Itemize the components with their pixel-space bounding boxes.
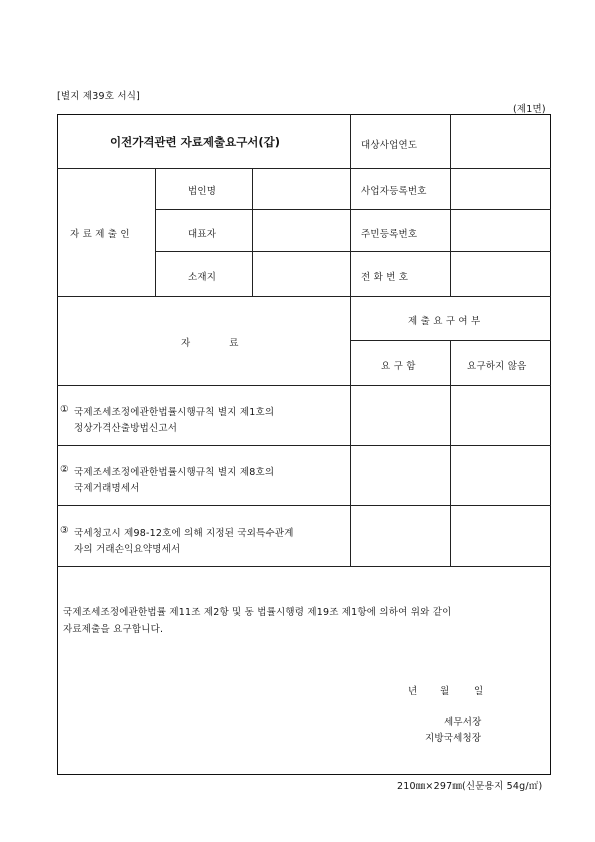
item-3-no-request-cell[interactable] xyxy=(452,507,549,565)
item-line: 국제조세조정에관한법률시행규칙 별지 제8호의 xyxy=(74,467,275,478)
date-day-label: 일 xyxy=(474,686,484,697)
target-year-field[interactable] xyxy=(452,116,549,167)
divider xyxy=(57,566,551,567)
resident-reg-label: 주민등록번호 xyxy=(361,229,418,240)
submitter-group-label: 자 료 제 출 인 xyxy=(70,229,130,240)
representative-label: 대표자 xyxy=(188,229,217,240)
address-label: 소재지 xyxy=(188,272,217,283)
request-yes-header: 요 구 함 xyxy=(381,361,416,372)
regional-tax-office-label: 지방국세청장 xyxy=(425,733,482,744)
divider xyxy=(450,340,451,566)
divider xyxy=(155,168,156,296)
item-line: 국제조세조정에관한법률시행규칙 별지 제1호의 xyxy=(74,407,275,418)
item-1-no-request-cell[interactable] xyxy=(452,387,549,444)
phone-label: 전 화 번 호 xyxy=(361,272,409,283)
item-number: ③ xyxy=(60,525,69,536)
representative-field[interactable] xyxy=(254,211,349,250)
divider xyxy=(350,114,351,566)
date-month-label: 월 xyxy=(440,686,450,697)
divider xyxy=(57,385,551,386)
form-number-label: [별지 제39호 서식] xyxy=(57,91,141,102)
item-3-request-cell[interactable] xyxy=(352,507,449,565)
item-1-request-cell[interactable] xyxy=(352,387,449,444)
address-field[interactable] xyxy=(254,253,349,295)
tax-office-label: 세무서장 xyxy=(444,717,482,728)
item-2-no-request-cell[interactable] xyxy=(452,447,549,504)
item-line: 국세청고시 제98-12호에 의해 지정된 국외특수관계 xyxy=(74,528,294,539)
form-title: 이전가격관련 자료제출요구서(갑) xyxy=(110,135,281,149)
divider xyxy=(57,168,551,169)
item-number: ① xyxy=(60,404,69,415)
corp-name-field[interactable] xyxy=(254,170,349,208)
resident-reg-field[interactable] xyxy=(452,211,549,250)
divider xyxy=(252,168,253,296)
notice-text-line2: 자료제출을 요구합니다. xyxy=(63,624,164,635)
phone-field[interactable] xyxy=(452,253,549,295)
divider xyxy=(57,505,551,506)
item-2-request-cell[interactable] xyxy=(352,447,449,504)
request-no-header: 요구하지 않음 xyxy=(467,361,527,372)
business-reg-label: 사업자등록번호 xyxy=(361,186,427,197)
divider xyxy=(155,209,551,210)
paper-spec: 210㎜×297㎜(신문용지 54g/㎡) xyxy=(397,781,543,792)
business-reg-field[interactable] xyxy=(452,170,549,208)
materials-header: 자 료 xyxy=(181,338,257,349)
divider xyxy=(57,445,551,446)
item-line: 자의 거래손익요약명세서 xyxy=(74,544,181,555)
page-indicator: (제1면) xyxy=(513,104,546,115)
divider xyxy=(450,114,451,296)
item-line: 국제거래명세서 xyxy=(74,483,140,494)
item-line: 정상가격산출방법신고서 xyxy=(74,423,178,434)
corp-name-label: 법인명 xyxy=(188,186,217,197)
item-number: ② xyxy=(60,464,69,475)
request-header: 제 출 요 구 여 부 xyxy=(408,316,481,327)
target-year-label: 대상사업연도 xyxy=(361,140,418,151)
date-year-label: 년 xyxy=(408,686,418,697)
divider xyxy=(155,251,551,252)
notice-text-line1: 국제조세조정에관한법률 제11조 제2항 및 동 법률시행령 제19조 제1항에 의하여 위와 같이 xyxy=(63,607,452,618)
divider xyxy=(57,296,551,297)
